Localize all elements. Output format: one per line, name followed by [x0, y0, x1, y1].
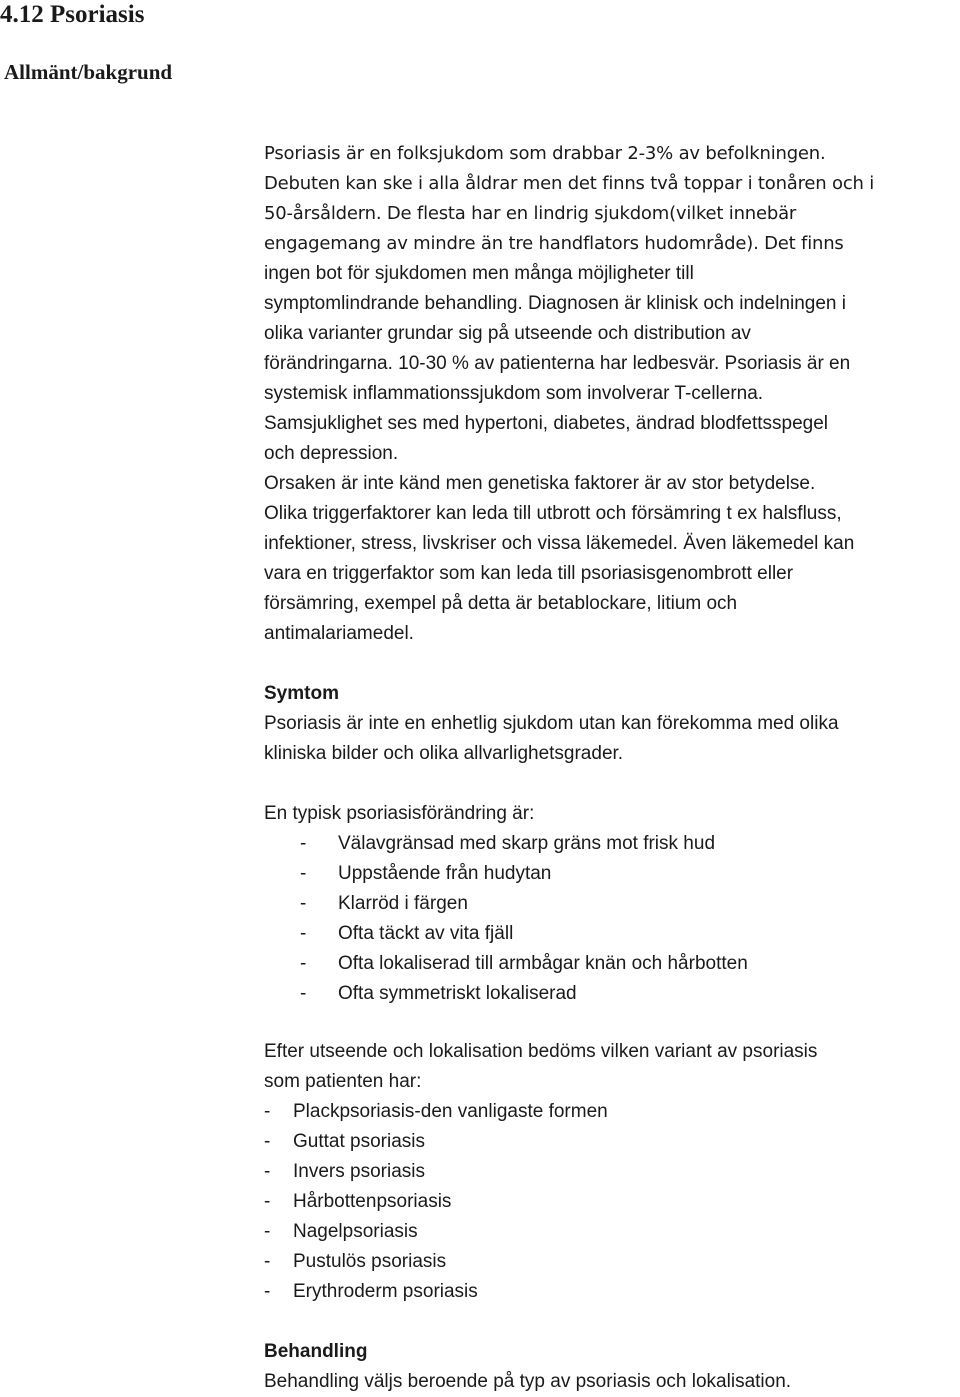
list-dash: - — [264, 1251, 271, 1272]
intro-line: Psoriasis är en folksjukdom som drabbar 2-3% av befolkningen. — [264, 143, 826, 164]
list-item-text: Hårbottenpsoriasis — [293, 1191, 452, 1212]
list-item-text: Pustulös psoriasis — [293, 1251, 447, 1272]
list-dash: - — [300, 983, 307, 1004]
list-item — [300, 919, 748, 949]
list-item — [300, 949, 748, 979]
list-item-text: Ofta lokaliserad till armbågar knän och hårbotten — [338, 953, 748, 974]
list-dash: - — [264, 1101, 271, 1122]
symptom-line: kliniska bilder och olika allvarlighetsgrader. — [264, 743, 624, 764]
list-item — [264, 1277, 608, 1307]
list-item — [300, 979, 748, 1009]
variants-list — [264, 1097, 608, 1307]
list-dash: - — [300, 893, 307, 914]
typical-intro — [264, 799, 534, 829]
section-title-background: Allmänt/bakgrund — [4, 60, 173, 84]
intro-line: 50-årsåldern. De flesta har en lindrig sjukdom(vilket innebär — [264, 203, 797, 224]
list-item — [300, 829, 748, 859]
list-item-text: Ofta täckt av vita fjäll — [338, 923, 514, 944]
intro-line: och depression. — [264, 443, 399, 464]
list-item-text: Invers psoriasis — [293, 1161, 425, 1182]
intro-line: antimalariamedel. — [264, 623, 414, 644]
list-item-text: Klarröd i färgen — [338, 893, 468, 914]
intro-line: engagemang av mindre än tre handflators hudområde). Det finns — [264, 233, 844, 254]
list-dash: - — [300, 833, 307, 854]
intro-line: ingen bot för sjukdomen men många möjligheter till — [264, 263, 694, 284]
intro-line: förändringarna. 10-30 % av patienterna har ledbesvär. Psoriasis är en — [264, 353, 851, 374]
list-item-text: Ofta symmetriskt lokaliserad — [338, 983, 577, 1004]
intro-line: infektioner, stress, livskriser och vissa läkemedel. Även läkemedel kan — [264, 533, 855, 554]
typical-list — [300, 829, 748, 1009]
treatment-heading: Behandling — [264, 1341, 368, 1362]
typical-intro-text: En typisk psoriasisförändring är: — [264, 803, 535, 824]
list-dash: - — [264, 1221, 271, 1242]
list-dash: - — [264, 1281, 271, 1302]
list-dash: - — [264, 1131, 271, 1152]
list-item — [264, 1247, 608, 1277]
list-item-text: Guttat psoriasis — [293, 1131, 425, 1152]
symptom-line: Psoriasis är inte en enhetlig sjukdom utan kan förekomma med olika — [264, 713, 839, 734]
list-item — [300, 889, 748, 919]
list-item-text: Erythroderm psoriasis — [293, 1281, 478, 1302]
intro-line: olika varianter grundar sig på utseende och distribution av — [264, 323, 751, 344]
intro-line: försämring, exempel på detta är betablockare, litium och — [264, 593, 738, 614]
intro-line: symptomlindrande behandling. Diagnosen är klinisk och indelningen i — [264, 293, 846, 314]
intro-line: Samsjuklighet ses med hypertoni, diabetes, ändrad blodfettsspegel — [264, 413, 829, 434]
variants-intro-line: som patienten har: — [264, 1071, 422, 1092]
list-item — [264, 1217, 608, 1247]
intro-line: Debuten kan ske i alla åldrar men det finns två toppar i tonåren och i — [264, 173, 875, 194]
list-item-text: Nagelpsoriasis — [293, 1221, 418, 1242]
variants-intro-line: Efter utseende och lokalisation bedöms vilken variant av psoriasis — [264, 1041, 818, 1062]
list-item — [264, 1097, 608, 1127]
treatment-text: Behandling väljs beroende på typ av psoriasis och lokalisation. — [264, 1371, 792, 1392]
symptom-heading: Symtom — [264, 683, 339, 704]
list-item-text: Uppstående från hudytan — [338, 863, 552, 884]
list-dash: - — [300, 923, 307, 944]
list-item-text: Plackpsoriasis-den vanligaste formen — [293, 1101, 608, 1122]
symptom-section — [264, 679, 839, 769]
page-title: 4.12 Psoriasis — [0, 1, 145, 28]
intro-paragraph — [264, 139, 874, 649]
intro-line: systemisk inflammationssjukdom som involverar T-cellerna. — [264, 383, 764, 404]
list-item — [300, 859, 748, 889]
intro-line: vara en triggerfaktor som kan leda till psoriasisgenombrott eller — [264, 563, 794, 584]
list-dash: - — [300, 953, 307, 974]
list-item-text: Välavgränsad med skarp gräns mot frisk hud — [338, 833, 716, 854]
list-dash: - — [264, 1191, 271, 1212]
list-dash: - — [264, 1161, 271, 1182]
intro-line: Olika triggerfaktorer kan leda till utbrott och försämring t ex halsfluss, — [264, 503, 842, 524]
list-item — [264, 1157, 608, 1187]
intro-line: Orsaken är inte känd men genetiska faktorer är av stor betydelse. — [264, 473, 816, 494]
list-dash: - — [300, 863, 307, 884]
treatment-section — [264, 1337, 791, 1397]
list-item — [264, 1127, 608, 1157]
variants-intro — [264, 1037, 817, 1097]
list-item — [264, 1187, 608, 1217]
